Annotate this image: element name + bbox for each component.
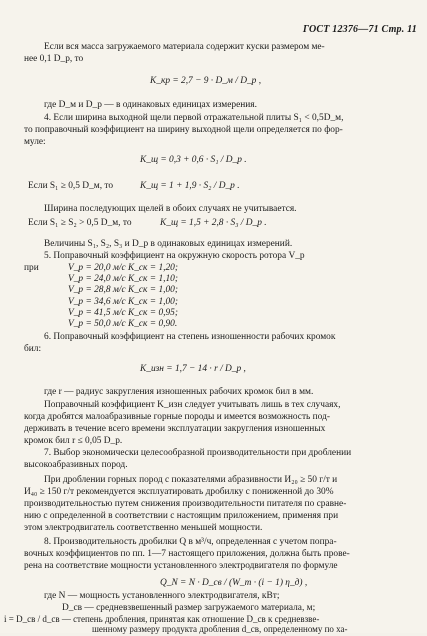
list-item: V_р = 24,0 м/с K_ск = 1,10; — [68, 274, 178, 285]
text-line: Ширина последующих щелей в обоих случаях не учитывается. — [44, 204, 297, 214]
formula-k-sch-1: K_щ = 0,3 + 0,6 · S₁ / D_р . — [140, 155, 247, 165]
text-line: высокоабразивных пород. — [24, 460, 128, 470]
text-line: когда дробятся малоабразивные горные породы и имеется возможность под- — [24, 412, 330, 422]
text-line: При дроблении горных пород с показателями абразивности И₂₀ ≥ 50 г/т и — [44, 475, 338, 485]
list-item: V_р = 28,8 м/с K_ск = 1,00; — [68, 285, 178, 296]
text-line: D_св — средневзвешенный размер загружаемого материала, м; — [62, 603, 316, 613]
text-line: вочных коэффициентов по пп. 1—7 настоящего приложения, должна быть прове- — [24, 549, 350, 559]
page-header: ГОСТ 12376—71 Стр. 11 — [302, 24, 417, 35]
text-line: держивать в течение всего времени эксплуатации закругления изношенных — [24, 424, 326, 434]
text-line: Поправочный коэффициент K_изн следует учитывать лишь в тех случаях, — [44, 400, 341, 410]
formula-q-n: Q_N = N · D_св / (W_т · (i − 1) η_д) , — [160, 578, 308, 588]
text-line: 7. Выбор экономически целесообразной производительности при дроблении — [44, 448, 352, 458]
text-line: рена на соответствие мощности установленного электродвигателя по формуле — [24, 561, 338, 571]
text-line: Если вся масса загружаемого материала содержит куски размером ме- — [44, 42, 325, 52]
text-line: бил: — [24, 344, 42, 354]
text-line: при — [24, 263, 39, 273]
list-item: V_р = 50,0 м/с K_ск = 0,90. — [68, 318, 178, 329]
text-line: где D_м и D_р — в одинаковых единицах измерения. — [44, 100, 257, 110]
formula-k-kr: K_кр = 2,7 − 9 · D_м / D_р , — [150, 76, 262, 86]
formula-k-sch-3: K_щ = 1,5 + 2,8 · S₃ / D_р . — [160, 218, 267, 228]
text-line: этом электродвигатель соответственно меньшей мощности. — [24, 523, 263, 533]
speed-list — [24, 263, 403, 330]
text-line: нее 0,1 D_р, то — [24, 54, 84, 64]
text-line: нию с определенной в соответствии с настоящим приложением, применяя при — [24, 511, 339, 521]
list-item: V_р = 20,0 м/с K_ск = 1,20; — [68, 263, 178, 273]
formula-k-sch-2: K_щ = 1 + 1,9 · S₂ / D_р . — [140, 181, 240, 191]
condition-text: Если S₁ ≥ S₂ > 0,5 D_м, то — [28, 218, 132, 228]
list-item: V_р = 41,5 м/с K_ск = 0,95; — [68, 307, 178, 318]
text-line: кромок бил r ≤ 0,05 D_р. — [24, 436, 123, 446]
text-line: где N — мощность установленного электродвигателя, кВт; — [44, 591, 280, 601]
text-line: 5. Поправочный коэффициент на окружную скорость ротора V_р — [44, 251, 305, 261]
text-line: то поправочный коэффициент на ширину выходной щели определяется по фор- — [24, 125, 343, 135]
formula-k-izn: K_изн = 1,7 − 14 · r / D_р , — [140, 364, 246, 374]
condition-text: Если S₁ ≥ 0,5 D_м, то — [28, 181, 114, 191]
text-line: Величины S₁, S₂, S₃ и D_р в одинаковых единицах измерений. — [44, 239, 293, 249]
list-item: V_р = 34,6 м/с K_ск = 1,00; — [68, 296, 178, 307]
text-line: где r — радиус закругления изношенных рабочих кромок бил в мм. — [44, 387, 314, 397]
text-line: 6. Поправочный коэффициент на степень изношенности рабочих кромок — [44, 332, 336, 342]
text-line: 4. Если ширина выходной щели первой отражательной плиты S₁ < 0,5D_м, — [44, 113, 344, 123]
text-line: муле: — [24, 137, 46, 147]
text-line: производительностью путем снижения производительности питателя по сравне- — [24, 499, 347, 509]
text-line: И₄₀ ≥ 150 г/т рекомендуется эксплуатировать дробилку с пониженной до 30% — [24, 487, 334, 497]
text-line: шенному размеру продукта дробления d_св, определенному по ха- — [92, 624, 348, 634]
text-line: i = D_св / d_св — степень дробления, принятая как отношение D_св к средневзве- — [4, 614, 320, 624]
text-line: 8. Производительность дробилки Q в м³/ч, определенная с учетом попра- — [44, 537, 337, 547]
